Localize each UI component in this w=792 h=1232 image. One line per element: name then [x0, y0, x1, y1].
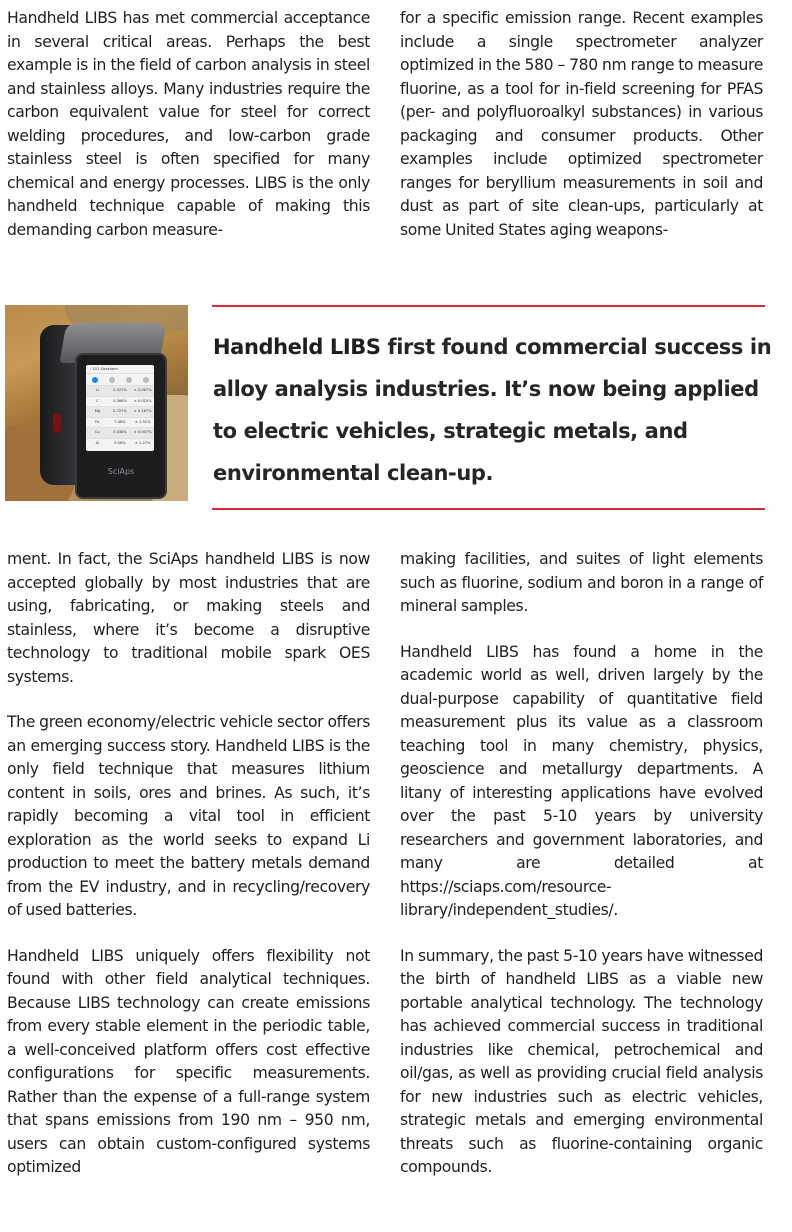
paragraph: for a specific emission range. Recent examples include a single spectrometer analyzer optimized in the 580 – 780 nm range to measure fluorine, as a tool for in-field screening for PFAS (per- and polyfluoroalkyl substances) in various packaging and consumer products. Other examples include optimized spectrometer ranges for beryllium measurements in soil and dust as part of site clean-ups, particularly at some United States aging weapons-: [400, 9, 763, 239]
top-right-column: [400, 7, 763, 242]
libs-analyzer-photo: [5, 305, 188, 501]
error: ± 0.067%: [133, 388, 152, 392]
value: 0.727%: [113, 409, 127, 413]
paragraph: ment. In fact, the SciAps handheld LIBS is now accepted globally by most industries that are using, fabricating, or making steels and stainless, where it’s become a disruptive technology to traditional mobile spark OES systems.: [7, 550, 370, 686]
element: Fe: [95, 419, 100, 424]
error: ± 1.27%: [134, 440, 151, 445]
element: Al: [95, 440, 100, 445]
camera-icon: [126, 377, 132, 383]
pull-quote: [213, 326, 773, 494]
handheld-device: [35, 313, 185, 501]
divider-bottom: [212, 508, 765, 510]
error: ± 0.167%: [133, 409, 152, 413]
bottom-left-column: [7, 548, 370, 1180]
value: 0.038%: [113, 430, 127, 434]
paragraph: The green economy/electric vehicle sector offers an emerging success story. Handheld LIBS is the only field technique that measures lithium content in soils, ores and brines. As such, it’s rapidly becoming a vital tool in efficient exploration as the world seeks to expand Li production to meet the battery metals demand from the EV industry, and in recycling/recovery of used batteries.: [7, 713, 370, 919]
screen-title: 101 Geochem: [92, 367, 118, 371]
element: Mg: [94, 409, 101, 413]
element: Cu: [94, 430, 100, 434]
value: 0.527%: [113, 388, 127, 392]
paragraph: Handheld LIBS uniquely offers flexibility not found with other field analytical techniques. Because LIBS technology can create emissions from every stable element in the periodic table, a well-conceived platform offers cost effective configurations for specific measurements. Rather than the expense of a full-range system that spans emissions from 190 nm – 950 nm, users can obtain custom-configured systems optimized: [7, 946, 370, 1176]
paragraph: making facilities, and suites of light elements such as fluorine, sodium and boron in a range of mineral samples.: [400, 550, 763, 615]
error: ± 0.007%: [133, 430, 152, 434]
top-left-column: [7, 7, 370, 242]
paragraph: Handheld LIBS has met commercial acceptance in several critical areas. Perhaps the best example is in the field of carbon analysis in steel and stainless alloys. Many industries require the carbon equivalent value for steel for correct welding procedures, and low-carbon grade stainless steel is often specified for many chemical and energy processes. LIBS is the only handheld technique capable of making this demanding carbon measure-: [7, 9, 370, 239]
pull-quote-band: [0, 290, 792, 520]
value: 0.066%: [113, 398, 127, 403]
pull-quote-lead: Handheld LIBS: [213, 335, 381, 359]
paragraph: Handheld LIBS has found a home in the academic world as well, driven largely by the dual-purpose capability of quantitative field measurement plus its value as a classroom teaching tool in many chemistry, physics, geoscience and metallurgy departments. A litany of interesting applications have evolved over the past 5-10 years by university researchers and government laboratories, and many are detailed at https://sciaps.com/resource-library/independent_studies/.: [400, 642, 763, 919]
divider-top: [212, 305, 765, 307]
value: 9.56%: [114, 440, 126, 445]
brand-logo: SciAps: [107, 467, 135, 476]
user-icon: [92, 377, 98, 383]
gear-icon: [143, 377, 149, 383]
element: Li: [95, 388, 99, 392]
pull-quote-text: first found commercial success in alloy analysis industries. It’s now being applied to electric vehicles, strategic metals, and environmental clean-up.: [213, 335, 772, 485]
element: C: [96, 398, 99, 403]
bottom-right-column: [400, 548, 763, 1180]
error: ± 1.51%: [134, 419, 151, 424]
trigger-icon: [53, 413, 61, 433]
error: ± 0.010%: [133, 398, 152, 403]
paragraph: In summary, the past 5-10 years have witnessed the birth of handheld LIBS as a viable new portable analytical technology. The technology has achieved commercial success in traditional industries like chemical, petrochemical and oil/gas, as well as providing crucial field analysis for new industries such as electric vehicles, strategic metals and emerging environmental threats such as fluorine-containing organic compounds.: [400, 946, 763, 1176]
settings-icon: [109, 377, 115, 383]
value: 7.46%: [114, 419, 126, 424]
device-screen: ‹ 101 Geochem Li 0.527% ± 0.067% C 0.066% ± 0.010% Mg 0.727% ± 0.167% Fe 7.46% ± 1.51% Cu 0.038% ± 0.007% Al 9.56% ± 1.27%: [86, 365, 154, 451]
